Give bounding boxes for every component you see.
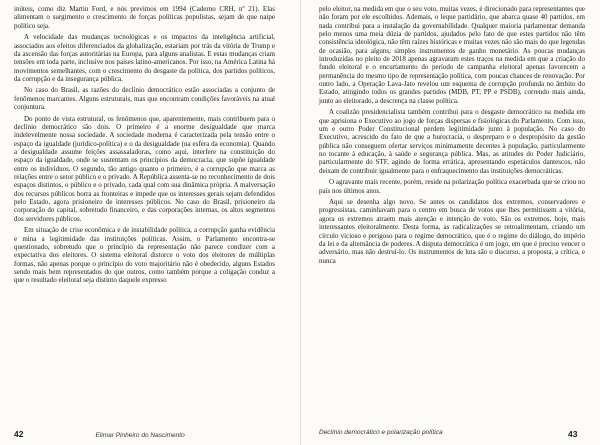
paragraph: Do ponto de vista estrutural, os fenômenos que, aparentemente, mais contribuem para o declínio democrático são dois. O primeiro é a enorme desigualdade que marca indelevelmente nossa sociedade. A sociedade moderna é caracterizada pela tensão entre o espaço da igualdade (jurídico-política) e o da desigualdade (na esfera da economia). Quando a desigualdade assume feições assassaladoras, como aqui, interfere na constituição do espaço da igualdade, onde se sustentam os princípios da democracia, que supõe igualdade entre os indivíduos. O segundo, tão antigo quanto o primeiro, é a corrupção que marca as relações entre o setor público e o privado. A República assenta-se no reconhecimento de dois espaços distintos, o público e o privado, cada qual com sua dinâmica própria. A malversação dos recursos públicos borra as fronteiras e impede que os interesses gerais sejam defendidos pelo Estado, agora prisioneiro de interesses públicos. No caso do Brasil, prisioneiro da corporação do capital, sobretudo financeiro, e das corporações internas, os altos segmentos dos servidores públicos.: [14, 114, 275, 223]
page-number: 42: [14, 429, 24, 439]
paragraph: pelo eleitor, na medida em que o seu voto, muitas vezes, é direcionado para representantes que não foram por ele escolhidos. Ademais, o leque partidário, que abarca quase 40 partidos, em nada contribui para a instalação da governabilidade. Qualquer maioria parlamentar demanda pelo menos uma meia dúzia de partidos, ajudados pelo fato de que estes partidos não têm consistência ideológica, não têm raízes históricas e muitas vezes não são mais do que legendas de ocasião, para alguns, simples instrumentos de ganho monetário. As poucas mudanças introduzidas no pleito de 2018 apenas agravaram estes traços na medida em que a criação do fundo eleitoral e o encurtamento do período de campanha eleitoral apenas favorecem a permanência do mesmo tipo de representação política, com poucas chances de renovação. Por outro lado, a Operação Lava-Jato revelou um esquema de corrupção profunda no âmbito do Estado, atingindo todos os grandes partidos (MDB, PT, PP e PSDB), correndo mais ainda, junto ao eleitorado, a descrença na classe política.: [319, 5, 585, 105]
paragraph: No caso do Brasil, as razões do declínio democrático estão associadas a conjunto de fenômenos marcantes. Alguns estruturais, mas que encontram condições favoráveis na atual conjuntura.: [14, 86, 275, 112]
right-page-body: [319, 5, 585, 268]
running-head-title: Declínio democrático e polarização política: [319, 429, 443, 436]
left-page-footer: [0, 429, 300, 439]
paragraph: A coalizão presidencialista também contribui para o desgaste democrático na medida em que aprisiona o Executivo ao jogo de forças dispersas e fisiológicas do Parlamento. Com isso, um e outro Poder Constitucional perdem legitimidade junto à população. No caso do Executivo, acrescido do fato de que a burocracia, o despreparo e o despropósito da gestão pública não conseguem ofertar serviços minimamente decentes à população, particularmente no tocante à educação, à saúde e segurança pública. Mas, as atitudes do Poder Judiciário, particularmente do STF, agindo de forma errática, apresentando espetáculos dantescos, não deixam de contribuir igualmente para o enfraquecimento das instituições democráticas.: [319, 108, 585, 175]
paragraph: Aqui se desenha algo novo. Se antes os candidatos dos extremos, conservadores e progressistas, caminhavam para o centro em busca de votos que lhes permitissem a vitória, agora os extremos atraem mais atenção e intenção de voto. São os extremos, hoje, mais interessantes eleitoralmente. Desta forma, as radicalizações se retroalimentam, criando um círculo vicioso e perigoso para o regime democrático, que é o regime do diálogo, do império da lei e da alternância de poderes. A disputa democrática é um jogo, em que é preciso vencer o adversário, mas não destruí-lo. Os instrumentos de luta são o discurso, a proposta, a crítica, e nunca: [319, 198, 585, 265]
right-page-footer: [301, 429, 600, 439]
right-page: [300, 0, 600, 445]
left-page-body: [14, 5, 275, 288]
running-head-author: Elimar Pinheiro do Nascimento: [95, 432, 185, 439]
page-number: 43: [568, 429, 578, 439]
paragraph: O agravante mais recente, porém, reside na polarização política exacerbada que se criou no país nos últimos anos.: [319, 178, 585, 195]
paragraph: Em situação de crise econômica e de instabilidade política, a corrupção ganha evidência e mina a legitimidade das instituições políticas. Assim, o Parlamento encontra-se questionado, sobretudo que o princípio da representação não parece condizer com a expectativa dos eleitores. O sistema eleitoral distorce o voto dos eleitores de múltiplas formas, não apenas porque o princípio do voto majoritário não é obedecido, alguns Estados sendo mais bem representados do que outros, como também porque a coligação conduz a que o resultado eleitoral seja distinto daquele expresso: [14, 226, 275, 285]
paragraph: A velocidade das mudanças tecnológicas e os impactos da inteligência artificial, associados aos efeitos diferenciados da globalização, estariam por trás da vitória de Trump e da ascensão das forças autoritárias na Europa, para alguns analistas. E estas mudanças criam tensões em toda parte, inclusive nos países latino-americanos. Por isso, na América Latina há movimentos semelhantes, com o crescimento do desgaste da política, dos partidos políticos, da corrupção e da insegurança pública.: [14, 33, 275, 83]
paragraph: inúteis, como diz Martin Ford, e nós previmos em 1994 (Caderno CRH, nº 21). Elas alimentam o surgimento e crescimento de forças políticas populistas, sejam de que naipe político seja.: [14, 5, 275, 30]
